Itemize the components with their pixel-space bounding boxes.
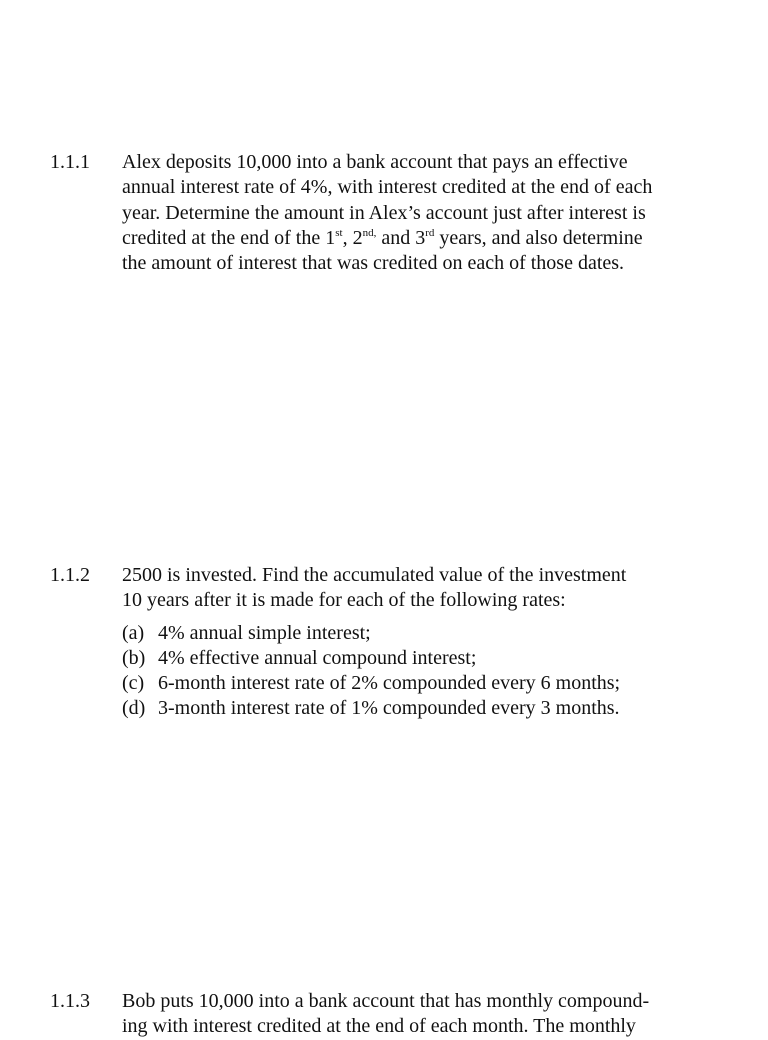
problem-number: 1.1.2 bbox=[50, 564, 90, 586]
item-text: 6-month interest rate of 2% compounded every 6 months; bbox=[158, 672, 621, 695]
item-label: (c) bbox=[122, 672, 145, 695]
text-line: the amount of interest that was credited on each of those dates. bbox=[122, 252, 625, 275]
ordinal-suffix: nd, bbox=[362, 226, 377, 239]
text-line: annual interest rate of 4%, with interest credited at the end of each bbox=[122, 176, 653, 199]
item-text: 4% annual simple interest; bbox=[158, 621, 371, 644]
item-text: 4% effective annual compound interest; bbox=[158, 646, 477, 669]
text-fragment: and 3 bbox=[376, 226, 426, 249]
text-fragment: credited at the end of the 1 bbox=[122, 226, 336, 249]
text-fragment: , 2 bbox=[342, 226, 363, 249]
problem-number: 1.1.3 bbox=[50, 990, 90, 1012]
ordinal-suffix: rd bbox=[425, 226, 435, 239]
text-line: Bob puts 10,000 into a bank account that has monthly compound- bbox=[122, 990, 650, 1012]
text-line bbox=[122, 226, 722, 251]
problem-text bbox=[122, 563, 722, 722]
list-item bbox=[122, 696, 722, 721]
item-label: (d) bbox=[122, 697, 146, 720]
problem-text bbox=[122, 150, 722, 276]
problem-text bbox=[122, 989, 722, 1040]
list-item bbox=[122, 646, 722, 671]
problem-number: 1.1.1 bbox=[50, 151, 90, 173]
list-item bbox=[122, 671, 722, 696]
list-item bbox=[122, 621, 722, 646]
text-line: year. Determine the amount in Alex’s account just after interest is bbox=[122, 201, 646, 224]
item-label: (a) bbox=[122, 621, 145, 644]
item-label: (b) bbox=[122, 646, 146, 669]
rate-list bbox=[122, 621, 722, 722]
text-line: ing with interest credited at the end of each month. The monthly bbox=[122, 1015, 636, 1038]
item-text: 3-month interest rate of 1% compounded every 3 months. bbox=[158, 697, 620, 720]
text-line: 10 years after it is made for each of the following rates: bbox=[122, 589, 566, 612]
text-line: Alex deposits 10,000 into a bank account that pays an effective bbox=[122, 151, 628, 173]
text-line: 2500 is invested. Find the accumulated value of the investment bbox=[122, 564, 627, 586]
ordinal-suffix: st bbox=[335, 226, 343, 239]
text-fragment: years, and also determine bbox=[434, 226, 643, 249]
